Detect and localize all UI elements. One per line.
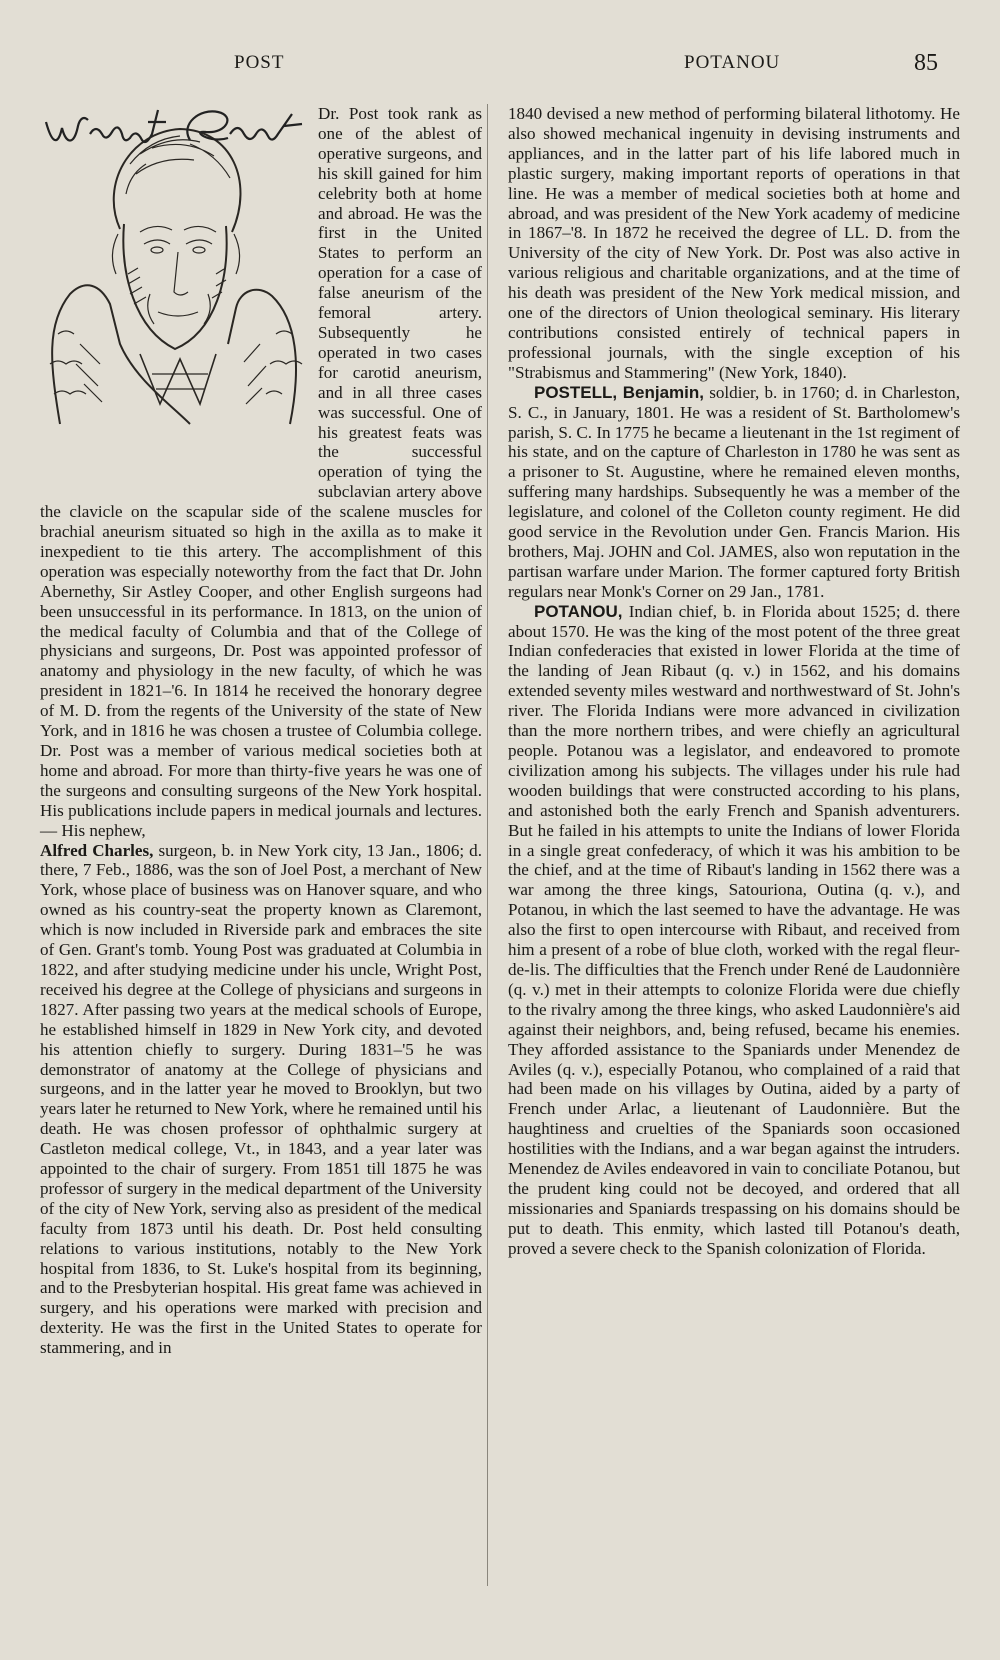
left-column: [40, 104, 482, 1358]
column-divider: [487, 104, 488, 1586]
potanou-name: POTANOU,: [534, 601, 623, 621]
postell-entry: [508, 383, 960, 602]
alfred-charles-text: surgeon, b. in New York city, 13 Jan., 1806; d. there, 7 Feb., 1886, was the son of Joel Post, a merchant of New York, whose place of business was on Hanover square, and who owned as his country-seat the property known as Claremont, which is now included in Riverside park and embraces the site of Gen. Grant's tomb. Young Post was graduated at Columbia in 1822, and after studying medicine under his uncle, Wright Post, received his degree at the College of physicians and surgeons in 1827. After passing two years at the medical schools of Europe, he established himself in 1829 in New York city, and devoted his attention chiefly to surgery. During 1831–'5 he was demonstrator of anatomy at the College of physicians and surgeons, and in the latter year he moved to Brooklyn, but two years later he returned to New York, where he remained until his death. He was chosen professor of ophthalmic surgery at Castleton medical college, Vt., in 1843, and a year later was appointed to the chair of surgery. From 1851 till 1875 he was professor of surgery in the medical department of the University of the city of New York, serving also as president of the medical faculty from 1873 until his death. Dr. Post held consulting relations to various institutions, notably to the New York hospital from 1836, to St. Luke's hospital from its beginning, and to the Presbyterian hospital. His great fame was achieved in surgery, and his operations were marked with precision and dexterity. He was the first in the United States to operate for stammering, and in: [40, 840, 482, 1358]
running-head-center: POTANOU: [684, 52, 781, 73]
potanou-entry: [508, 602, 960, 1259]
post-wright-continued: Dr. Post took rank as one of the ablest of operative surgeons, and his skill gained for him celebrity both at home and abroad. He was the first in the United States to perform an operation for a case of false aneurism of the femoral artery. Subsequently he operated in two cases for carotid aneurism, and in all three cases was successful. One of his greatest feats was the successful operation of tying the subclavian artery above the clavicle on the scapular side of the scalene muscles for brachial aneurism situated so high in the axilla as to make it inexpedient to tie this artery. The accomplishment of this operation was especially noteworthy from the fact that Dr. John Abernethy, Sir Astley Cooper, and other English surgeons had been unsuccessful in its performance. In 1813, on the union of the medical faculty of Columbia and that of the College of physicians and surgeons, Dr. Post was appointed professor of anatomy and physiology in the new faculty, of which he was president in 1821–'6. In 1814 he received the honorary degree of M. D. from the regents of the University of the state of New York, and in 1816 he was chosen a trustee of Columbia college. Dr. Post was a member of various medical societies both at home and abroad. For more than thirty-five years he was one of the surgeons and consulting surgeons of the New York hospital. His publications include papers in medical journals and lectures.— His nephew,: [40, 104, 482, 840]
potanou-text: Indian chief, b. in Florida about 1525; d. there about 1570. He was the king of the most potent of the three great Indian confederacies that existed in lower Florida at the time of the landing of Jean Ribaut (q. v.) in 1562, and his domains extended seventy miles westward and northwestward of St. John's river. The Florida Indians were more advanced in civilization than the more northern tribes, and were chiefly an agricultural people. Potanou was a legislator, and endeavored to promote civilization among his subjects. The villages under his rule had wooden buildings that were constructed according to his plans, and astonished both the early French and Spanish adventurers. But he failed in his attempts to unite the Indians of lower Florida in a single great confederacy, of which it was his ambition to be the chief, and at the time of Ribaut's landing in 1562 there was a war among the three kings, Satouriona, Outina (q. v.), and Potanou, in which the last seemed to have the advantage. He was also the first to open intercourse with Ribaut, and received from him a present of a robe of blue cloth, worked with the regal fleur-de-lis. The difficulties that the French under René de Laudonnière (q. v.) met in their attempts to colonize Florida were due chiefly to the rivalry among the three kings, who asked Laudonnière's aid against their neighbors, and, being refused, became his enemies. They afforded assistance to the Spaniards under Menendez de Aviles (q. v.), especially Potanou, who complained of a raid that had been made on his villages by Outina, aided by a party of French under Arlac, a lieutenant of Laudonnière. But the haughtiness and cruelties of the Spaniards soon occasioned hostilities with the Indians, and a war began against the intruders. Menendez de Aviles endeavored in vain to conciliate Potanou, but the prudent king could not be decoyed, and ordered that all missionaries and Spaniards trespassing on his domains should be put to death. This enmity, which lasted till Potanou's death, proved a severe check to the Spanish colonization of Florida.: [508, 601, 960, 1258]
postell-name: POSTELL, Benjamin,: [534, 382, 704, 402]
postell-text: soldier, b. in 1760; d. in Charleston, S. C., in January, 1801. He was a resident of St. Bartholomew's parish, S. C. In 1775 he became a lieutenant in the 1st regiment of his state, and on the capture of Charleston in 1780 he was sent as a prisoner to St. Augustine, where he remained eleven months, suffering many hardships. Subsequently he was a member of the legislature, and colonel of the Colleton county regiment. He did good service in the Revolution under Gen. Francis Marion. His brothers, Maj. JOHN and Col. JAMES, also won reputation in the partisan warfare under Marion. The former captured forty British regulars near Monk's Corner on 29 Jan., 1781.: [508, 382, 960, 601]
alfred-charles-entry: [40, 841, 482, 1359]
running-head-left: POST: [234, 52, 285, 73]
right-column: [508, 104, 960, 1259]
portrait-engraving: [40, 104, 312, 486]
alfred-charles-continued: 1840 devised a new method of performing bilateral lithotomy. He also showed mechanical ingenuity in devising instruments and appliances, and in the latter part of his life labored much in plastic surgery, making important reports of operations in that line. He was a member of medical societies both at home and abroad, and was president of the New York academy of medicine in 1867–'8. In 1872 he received the degree of LL. D. from the University of the city of New York. Dr. Post was also active in various religious and charitable organizations, and at the time of his death was president of the New York medical mission, and one of the directors of Union theological seminary. His literary contributions consisted entirely of technical papers in professional journals, with the single exception of his "Strabismus and Stammering" (New York, 1840).: [508, 104, 960, 382]
page-number: 85: [914, 50, 938, 76]
signature-icon: [40, 104, 312, 154]
alfred-charles-name: Alfred Charles,: [40, 840, 154, 860]
